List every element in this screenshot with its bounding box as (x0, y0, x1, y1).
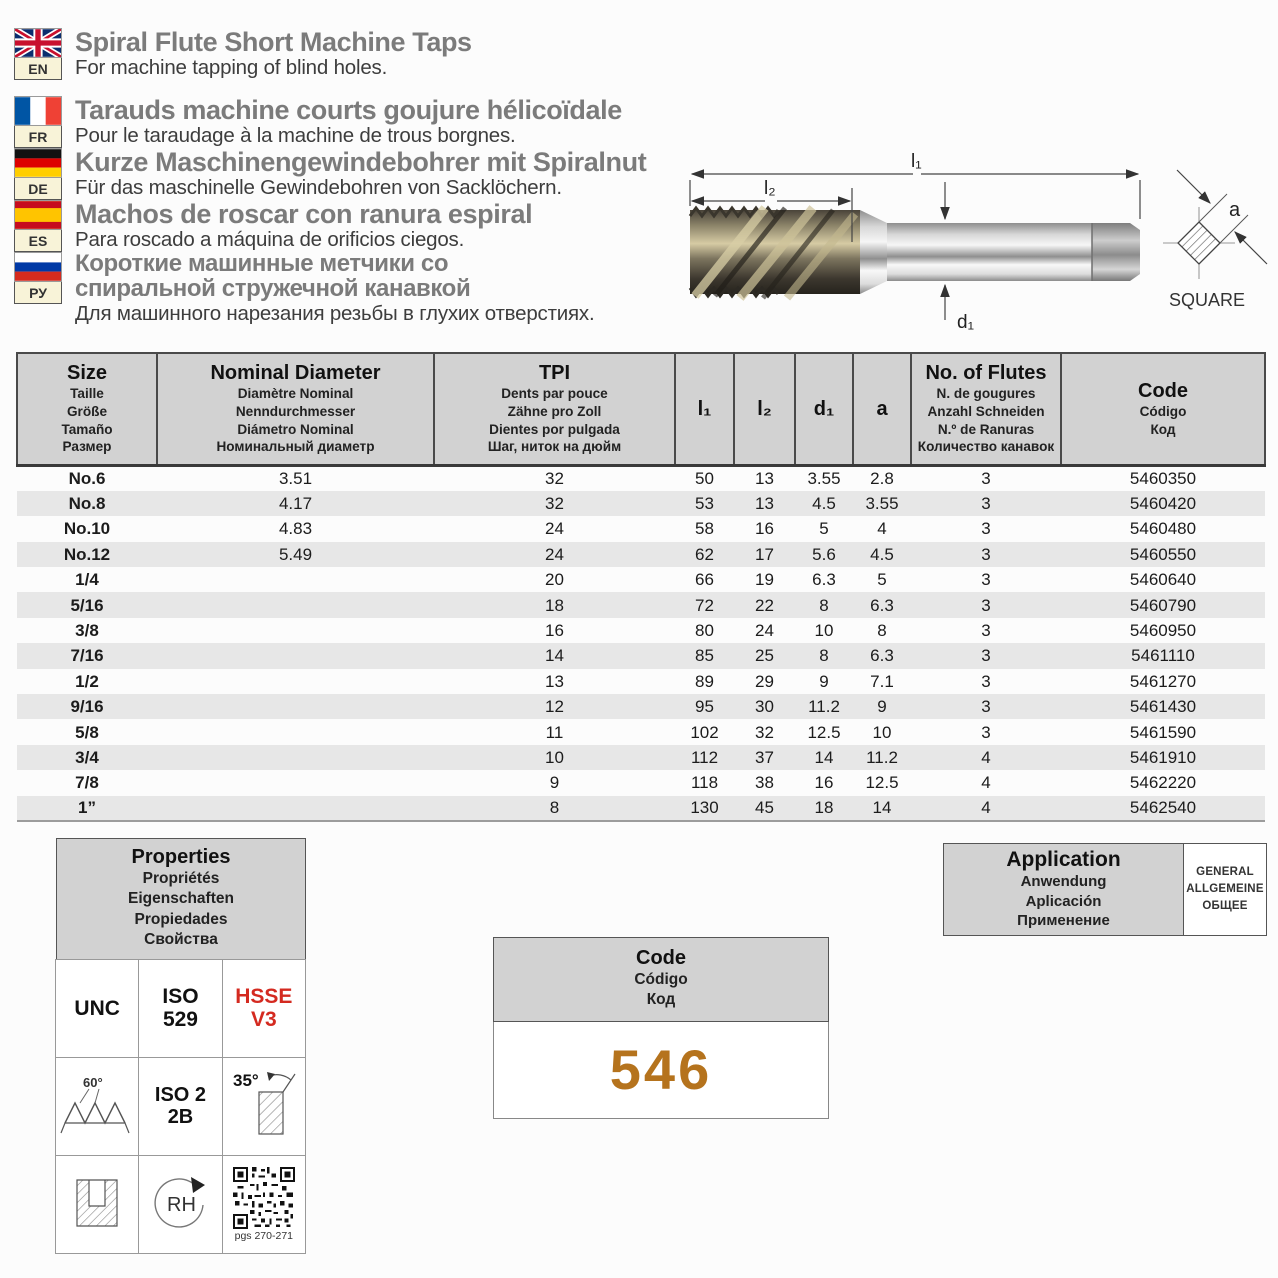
table-cell: 32 (545, 469, 564, 489)
table-cell: 14 (853, 796, 911, 821)
table-cell: 16 (545, 621, 564, 641)
properties-title: Properties (131, 846, 231, 868)
table-cell: 4 (981, 773, 991, 793)
table-cell: 3 (911, 542, 1061, 567)
table-cell: 11.2 (795, 694, 853, 719)
russia-flag-wrap (14, 252, 62, 304)
table-cell: 5460640 (1129, 570, 1197, 590)
table-cell: 3.55 (853, 491, 911, 516)
size-cell: 1/2 (75, 671, 99, 691)
thread-profile-icon (55, 1057, 139, 1156)
table-cell: 80 (695, 621, 714, 641)
rh-label: RH (167, 1194, 197, 1217)
table-cell: 32 (434, 491, 675, 516)
application-header: Application Anwendung Aplicación Применение (943, 843, 1184, 936)
table-cell: 8 (434, 796, 675, 821)
property-material: HSSE V3 (222, 959, 306, 1058)
table-cell: 14 (434, 643, 675, 668)
language-block-de (14, 148, 646, 200)
table-cell: 7.1 (870, 671, 894, 691)
table-cell: 5 (877, 570, 887, 590)
table-row (17, 542, 1265, 567)
table-cell: 3 (981, 570, 991, 590)
table-cell: 3 (981, 469, 991, 489)
title-ru: Короткие машинные метчики со спиральной стружечной канавкой (75, 250, 471, 302)
table-cell: 85 (675, 643, 734, 668)
table-cell: 45 (734, 796, 795, 821)
spain-flag-wrap (14, 200, 62, 252)
column-header: l₁ (675, 353, 734, 466)
tap-drawing (645, 146, 1147, 338)
column-header: No. of Flutes N. de gougures Anzahl Schneiden N.º de Ranuras Количество канавок (911, 353, 1061, 466)
france-flag-wrap (14, 96, 62, 148)
table-cell: 9 (853, 694, 911, 719)
table-row (17, 516, 1265, 541)
subtitle-es: Para roscado a máquina de orificios ciegos. (75, 228, 465, 252)
table-row (17, 618, 1265, 643)
table-cell: 5461430 (1061, 694, 1265, 719)
table-cell: 5460350 (1129, 469, 1197, 489)
size-cell: 7/16 (17, 643, 157, 668)
table-cell: 4.5 (795, 491, 853, 516)
table-cell: 5460790 (1061, 592, 1265, 617)
table-cell: 9 (549, 773, 560, 793)
table-cell: 10 (872, 722, 892, 742)
table-cell: 9 (819, 671, 829, 691)
table-cell: 4.83 (278, 519, 313, 539)
spain-flag-icon (14, 200, 62, 230)
germany-flag-icon (14, 148, 62, 178)
table-cell (157, 719, 434, 744)
table-cell: 66 (695, 570, 714, 590)
france-flag-icon (14, 96, 62, 126)
table-cell: 11 (545, 722, 564, 742)
dim-label-a: a (1229, 199, 1241, 221)
square-diagram-drawing (1155, 163, 1275, 313)
table-cell (157, 745, 434, 770)
language-block-ru (14, 252, 594, 326)
table-cell: 4 (877, 519, 887, 539)
table-cell: 5.6 (795, 542, 853, 567)
table-cell: 3 (911, 491, 1061, 516)
table-cell: 5461910 (1061, 745, 1265, 770)
table-cell: 13 (734, 491, 795, 516)
table-cell: 14 (795, 745, 853, 770)
size-cell: No.10 (63, 519, 111, 539)
table-cell: 5460420 (1061, 491, 1265, 516)
application-value: GENERAL ALLGEMEINE ОБЩЕЕ (1184, 843, 1267, 936)
table-cell: 72 (675, 592, 734, 617)
code-box-header: Code Código Код (493, 937, 829, 1022)
table-cell (157, 669, 434, 694)
spec-table (16, 352, 1266, 822)
table-cell: 12.5 (807, 722, 841, 742)
thread-angle-label: 60° (83, 1075, 103, 1091)
table-cell: 10 (814, 621, 834, 641)
column-header: Nominal Diameter Diamètre Nominal Nenndurchmesser Diámetro Nominal Номинальный диаметр (157, 353, 434, 466)
title-fr: Tarauds machine courts goujure hélicoïdale (75, 95, 622, 125)
table-cell: 13 (755, 469, 774, 489)
table-cell: 20 (545, 570, 564, 590)
table-cell: 5462540 (1061, 796, 1265, 821)
table-cell: 10 (434, 745, 675, 770)
table-cell: 18 (434, 592, 675, 617)
table-cell: 130 (675, 796, 734, 821)
table-cell: 3 (911, 643, 1061, 668)
table-cell: 25 (734, 643, 795, 668)
language-block-fr (14, 96, 622, 148)
size-cell: No.6 (68, 469, 106, 489)
table-cell: 12.5 (865, 773, 899, 793)
table-cell: 5462220 (1129, 773, 1197, 793)
table-cell: 24 (545, 519, 564, 539)
blind-hole-icon (55, 1155, 139, 1254)
rake-angle-icon (222, 1057, 306, 1156)
table-cell: 5460550 (1061, 542, 1265, 567)
table-cell: 5 (819, 519, 829, 539)
size-cell: 1/4 (75, 570, 99, 590)
title-de: Kurze Maschinengewindebohrer mit Spiralnut (75, 147, 647, 177)
qr-code-image (233, 1167, 295, 1229)
size-cell: 5/8 (75, 722, 99, 742)
properties-header: Properties Propriétés Eigenschaften Propiedades Свойства (56, 838, 306, 960)
table-cell: 29 (755, 671, 774, 691)
table-row (17, 745, 1265, 770)
size-cell: No.8 (17, 491, 157, 516)
property-tolerance: ISO 2 2B (138, 1057, 222, 1156)
table-cell: 5461590 (1129, 722, 1197, 742)
table-row (17, 643, 1265, 668)
size-cell: 3/4 (17, 745, 157, 770)
dim-label-d1: d₁ (957, 312, 974, 333)
table-cell: 3 (981, 722, 991, 742)
table-cell (157, 796, 434, 821)
table-cell: 5460480 (1129, 519, 1197, 539)
table-row (17, 592, 1265, 617)
table-cell: 4 (911, 745, 1061, 770)
table-cell (157, 770, 434, 795)
property-standard: UNC (55, 959, 139, 1058)
table-cell: 118 (690, 773, 719, 793)
table-row (17, 466, 1265, 491)
dim-label-l2: l₂ (764, 178, 776, 199)
table-cell: 37 (734, 745, 795, 770)
table-row (17, 567, 1265, 592)
column-header: l₂ (734, 353, 795, 466)
russia-flag-icon (14, 252, 62, 282)
table-cell: 32 (755, 722, 774, 742)
table-cell: 11.2 (853, 745, 911, 770)
table-cell: 16 (755, 519, 774, 539)
page-title: Spiral Flute Short Machine Taps (75, 27, 472, 57)
table-cell: 112 (675, 745, 734, 770)
language-code: FR (14, 126, 62, 148)
table-cell: 62 (675, 542, 734, 567)
table-cell: 8 (795, 643, 853, 668)
table-cell: 3 (911, 694, 1061, 719)
table-cell: 22 (734, 592, 795, 617)
square-end-diagram (1155, 163, 1275, 318)
size-cell: 5/16 (17, 592, 157, 617)
table-cell (157, 592, 434, 617)
rake-angle-label: 35° (232, 1071, 259, 1091)
language-code: ES (14, 230, 62, 252)
column-header: a (853, 353, 911, 466)
table-cell: 19 (755, 570, 774, 590)
column-header: d₁ (795, 353, 853, 466)
subtitle-ru: Для машинного нарезания резьбы в глухих отверстиях. (75, 301, 595, 325)
table-cell: 3 (981, 519, 991, 539)
table-row (17, 694, 1265, 719)
properties-box (56, 838, 306, 1254)
table-cell (157, 694, 434, 719)
table-cell: 4.17 (157, 491, 434, 516)
qr-code (222, 1155, 306, 1254)
tap-illustration (645, 146, 1147, 343)
table-cell: 53 (675, 491, 734, 516)
table-cell: 2.8 (870, 469, 894, 489)
table-cell: 3 (981, 621, 991, 641)
table-cell: 4.5 (853, 542, 911, 567)
table-cell: 17 (734, 542, 795, 567)
table-row (17, 796, 1265, 821)
series-code-value: 546 (609, 1038, 713, 1102)
size-cell: 9/16 (17, 694, 157, 719)
table-cell: 102 (690, 722, 719, 742)
size-cell: 3/8 (75, 621, 99, 641)
table-cell: 5461270 (1129, 671, 1197, 691)
table-cell: 5.49 (157, 542, 434, 567)
dim-label-l1: l₁ (911, 151, 922, 172)
table-cell (157, 567, 434, 592)
title-es: Machos de roscar con ranura espiral (75, 199, 533, 229)
table-cell: 58 (695, 519, 714, 539)
table-cell: 8 (795, 592, 853, 617)
table-cell: 3 (981, 671, 991, 691)
language-code: EN (14, 58, 62, 80)
table-row (17, 491, 1265, 516)
right-hand-rotation-icon (138, 1155, 222, 1254)
table-cell: 38 (755, 773, 774, 793)
column-header: Size Taille Größe Tamaño Размер (17, 353, 157, 466)
language-code: DE (14, 178, 62, 200)
application-box (943, 843, 1267, 936)
subtitle-de: Für das maschinelle Gewindebohren von Sacklöchern. (75, 176, 562, 200)
table-cell: 50 (695, 469, 714, 489)
germany-flag-wrap (14, 148, 62, 200)
page-subtitle: For machine tapping of blind holes. (75, 56, 388, 80)
table-cell (157, 618, 434, 643)
column-header: Code Código Код (1061, 353, 1265, 466)
square-label: SQUARE (1169, 290, 1246, 310)
table-cell: 6.3 (853, 592, 911, 617)
uk-flag-icon (14, 28, 62, 58)
table-cell: 89 (695, 671, 714, 691)
table-cell: 18 (795, 796, 853, 821)
table-row (17, 669, 1265, 694)
language-block-es (14, 200, 532, 252)
table-cell: 16 (814, 773, 834, 793)
property-iso: ISO 529 (138, 959, 222, 1058)
qr-caption: pgs 270-271 (234, 1229, 294, 1242)
table-cell: 8 (877, 621, 887, 641)
table-cell: 5461110 (1061, 643, 1265, 668)
table-row (17, 719, 1265, 744)
table-head-row (17, 353, 1265, 466)
table-cell: 3 (911, 592, 1061, 617)
table-cell: 3.55 (807, 469, 841, 489)
uk-flag-wrap (14, 28, 62, 80)
table-row (17, 770, 1265, 795)
table-cell: 13 (545, 671, 564, 691)
table-cell: 4 (911, 796, 1061, 821)
code-box (493, 937, 829, 1119)
table-cell: 12 (434, 694, 675, 719)
table-cell (157, 643, 434, 668)
language-code: РУ (14, 282, 62, 304)
size-cell: No.12 (17, 542, 157, 567)
table-cell: 6.3 (853, 643, 911, 668)
table-cell: 95 (675, 694, 734, 719)
table-cell: 5460950 (1129, 621, 1197, 641)
table-cell: 24 (755, 621, 774, 641)
subtitle-fr: Pour le taraudage à la machine de trous borgnes. (75, 124, 516, 148)
table-cell: 24 (434, 542, 675, 567)
table-body (17, 466, 1265, 821)
table-cell: 6.3 (812, 570, 836, 590)
language-block-en (14, 28, 472, 80)
size-cell: 7/8 (75, 773, 99, 793)
column-header: TPI Dents par pouce Zähne pro Zoll Dientes por pulgada Шаг, ниток на дюйм (434, 353, 675, 466)
size-cell: 1” (17, 796, 157, 821)
table-cell: 30 (734, 694, 795, 719)
table-cell: 3.51 (278, 469, 313, 489)
